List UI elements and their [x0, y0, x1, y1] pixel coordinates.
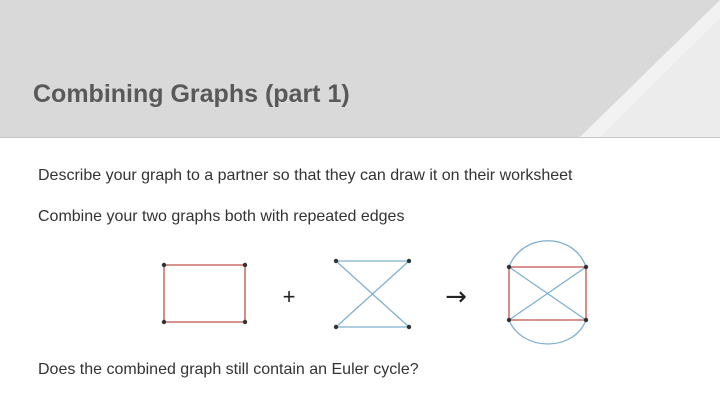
vertex: [162, 320, 166, 324]
edge-arc-bottom: [509, 320, 586, 344]
vertex: [162, 263, 166, 267]
vertex: [334, 325, 338, 329]
vertex: [507, 318, 511, 322]
vertex: [584, 318, 588, 322]
vertex: [243, 320, 247, 324]
slide-title: Combining Graphs (part 1): [33, 80, 350, 108]
arrow-icon: →: [445, 282, 467, 312]
plus-sign: +: [282, 284, 296, 309]
vertex: [584, 265, 588, 269]
vertex: [243, 263, 247, 267]
vertex: [507, 265, 511, 269]
question-euler-cycle: Does the combined graph still contain an Euler cycle?: [38, 361, 419, 378]
instruction-combine: Combine your two graphs both with repeated edges: [38, 208, 405, 225]
graph-combined: [507, 241, 588, 344]
graph-bowtie: [334, 259, 411, 329]
instruction-describe: Describe your graph to a partner so that they can draw it on their worksheet: [38, 167, 573, 184]
vertex: [407, 259, 411, 263]
graph-rectangle: [162, 263, 247, 324]
edge-arc-top: [509, 241, 586, 267]
vertex: [407, 325, 411, 329]
vertex: [334, 259, 338, 263]
